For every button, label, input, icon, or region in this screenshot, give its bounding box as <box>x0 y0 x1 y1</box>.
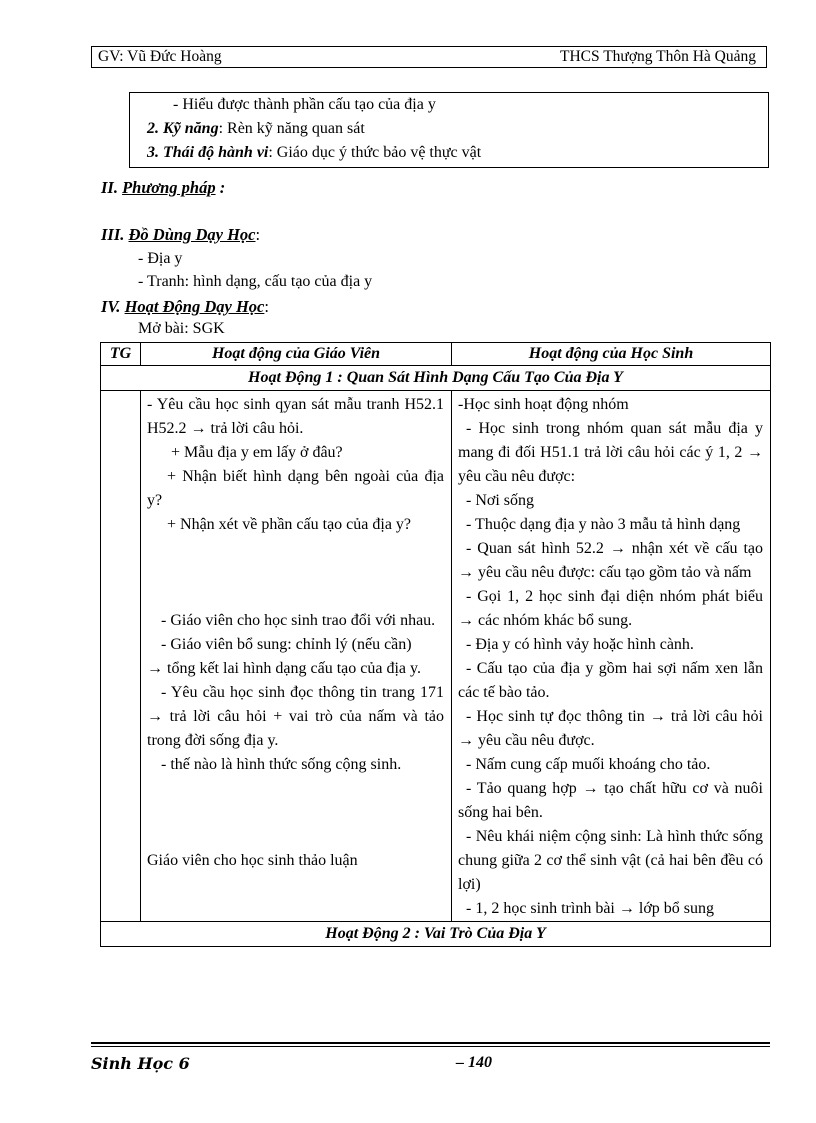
section-tail: : <box>215 178 226 197</box>
section-materials <box>101 225 260 245</box>
student-line: - 1, 2 học sinh trình bài → lớp bổ sung <box>466 900 714 917</box>
footer-rule <box>91 1042 770 1044</box>
skill-label: 2. Kỹ năng <box>147 120 219 137</box>
teacher-line: - Giáo viên bổ sung: chỉnh lý (nếu cần) <box>161 636 412 653</box>
teacher-cell <box>141 391 452 922</box>
header-school: THCS Thượng Thôn Hà Quảng <box>560 48 756 65</box>
student-line: - Tảo quang hợp → tạo chất hữu cơ và nuôi sống hai bên. <box>458 780 763 821</box>
activity-row <box>101 366 771 391</box>
attitude-label: 3. Thái độ hành vi <box>147 144 269 161</box>
student-line: - Nấm cung cấp muối khoáng cho tảo. <box>466 756 711 773</box>
footer-rule-thin <box>91 1046 770 1047</box>
section-tail: : <box>255 225 261 244</box>
col-teacher: Hoạt động của Giáo Viên <box>141 343 452 366</box>
activity-1-title: Hoạt Động 1 : Quan Sát Hình Dạng Cấu Tạo Của Địa Y <box>101 366 771 391</box>
student-line: - Gọi 1, 2 học sinh đại diện nhóm phát biểu → các nhóm khác bổ sung. <box>458 588 763 629</box>
activity-2-title: Hoạt Động 2 : Vai Trò Của Địa Y <box>101 922 771 947</box>
student-line: - Thuộc dạng địa y nào 3 mẫu tả hình dạng <box>466 516 741 533</box>
teacher-line: - Giáo viên cho học sinh trao đổi với nhau. <box>161 612 436 629</box>
objective-attitude <box>130 141 768 165</box>
teacher-line: → tổng kết lai hình dạng cấu tạo của địa y. <box>147 660 421 677</box>
section-title: Đồ Dùng Dạy Học <box>128 225 256 244</box>
footer-subject: Sinh Học 6 <box>91 1054 190 1073</box>
section-tail: : <box>264 297 269 316</box>
student-line: - Địa y có hình vảy hoặc hình cành. <box>466 636 694 653</box>
activity-row <box>101 922 771 947</box>
attitude-text: : Giáo dục ý thức bảo vệ thực vật <box>268 144 482 161</box>
section-number: IV. <box>101 297 121 316</box>
teacher-line: - Yêu cầu học sinh đọc thông tin trang 171 → trả lời câu hỏi + vai trò của nấm và tảo trong đời sống địa y. <box>147 684 444 749</box>
table-header-row <box>101 343 771 366</box>
teacher-line: - Yêu cầu học sinh qyan sát mẫu tranh H52.1 H52.2 → trả lời câu hỏi. <box>147 396 444 437</box>
objective-skill <box>130 117 768 141</box>
teacher-line: Giáo viên cho học sinh thảo luận <box>147 852 358 869</box>
student-cell <box>452 391 771 922</box>
student-line: - Học sinh tự đọc thông tin → trả lời câu hỏi → yêu cầu nêu được. <box>458 708 763 749</box>
section-method <box>101 178 225 198</box>
skill-text: : Rèn kỹ năng quan sát <box>218 120 365 137</box>
lesson-intro: Mở bài: SGK <box>138 320 225 337</box>
teacher-line: + Nhận xét về phần cấu tạo của địa y? <box>167 516 412 533</box>
section-number: III. <box>101 225 125 244</box>
student-line: - Nêu khái niệm cộng sinh: Là hình thức sống chung giữa 2 cơ thể sinh vật (cả hai bên đều có lợi) <box>458 828 763 893</box>
teacher-line: + Mẫu địa y em lấy ở đâu? <box>171 444 343 461</box>
student-line: - Học sinh trong nhóm quan sát mẫu địa y mang đi đối H51.1 trả lời câu hỏi các ý 1, 2 → yêu cầu nêu được: <box>458 420 763 485</box>
objectives-box <box>129 92 769 168</box>
student-line: -Học sinh hoạt động nhóm <box>458 396 629 413</box>
page-header <box>91 46 767 68</box>
section-number: II. <box>101 178 118 197</box>
objective-understand: - Hiểu được thành phần cấu tạo của địa y <box>173 96 436 113</box>
student-line: - Nơi sống <box>466 492 535 509</box>
teacher-line: + Nhận biết hình dạng bên ngoài của địa y? <box>147 468 444 509</box>
activity-table <box>100 342 771 947</box>
material-item: - Địa y <box>138 250 183 267</box>
student-line: - Quan sát hình 52.2 → nhận xét về cấu tạo → yêu cầu nêu được: cấu tạo gồm tảo và nấm <box>458 540 763 581</box>
teacher-spacer <box>147 777 444 849</box>
section-title: Hoạt Động Dạy Học <box>124 297 265 316</box>
section-title: Phương pháp <box>122 178 216 197</box>
material-item: - Tranh: hình dạng, cấu tạo của địa y <box>138 273 373 290</box>
tg-cell <box>101 391 141 922</box>
col-tg: TG <box>101 343 141 366</box>
section-activities <box>101 297 269 317</box>
student-line: - Cấu tạo của địa y gồm hai sợi nấm xen lẫn các tế bào tảo. <box>458 660 763 701</box>
col-student: Hoạt động của Học Sinh <box>452 343 771 366</box>
teacher-spacer <box>147 537 444 609</box>
content-row <box>101 391 771 922</box>
teacher-line: - thế nào là hình thức sống cộng sinh. <box>161 756 402 773</box>
header-teacher: GV: Vũ Đức Hoàng <box>98 48 222 65</box>
footer-page-number: – 140 <box>456 1054 492 1071</box>
